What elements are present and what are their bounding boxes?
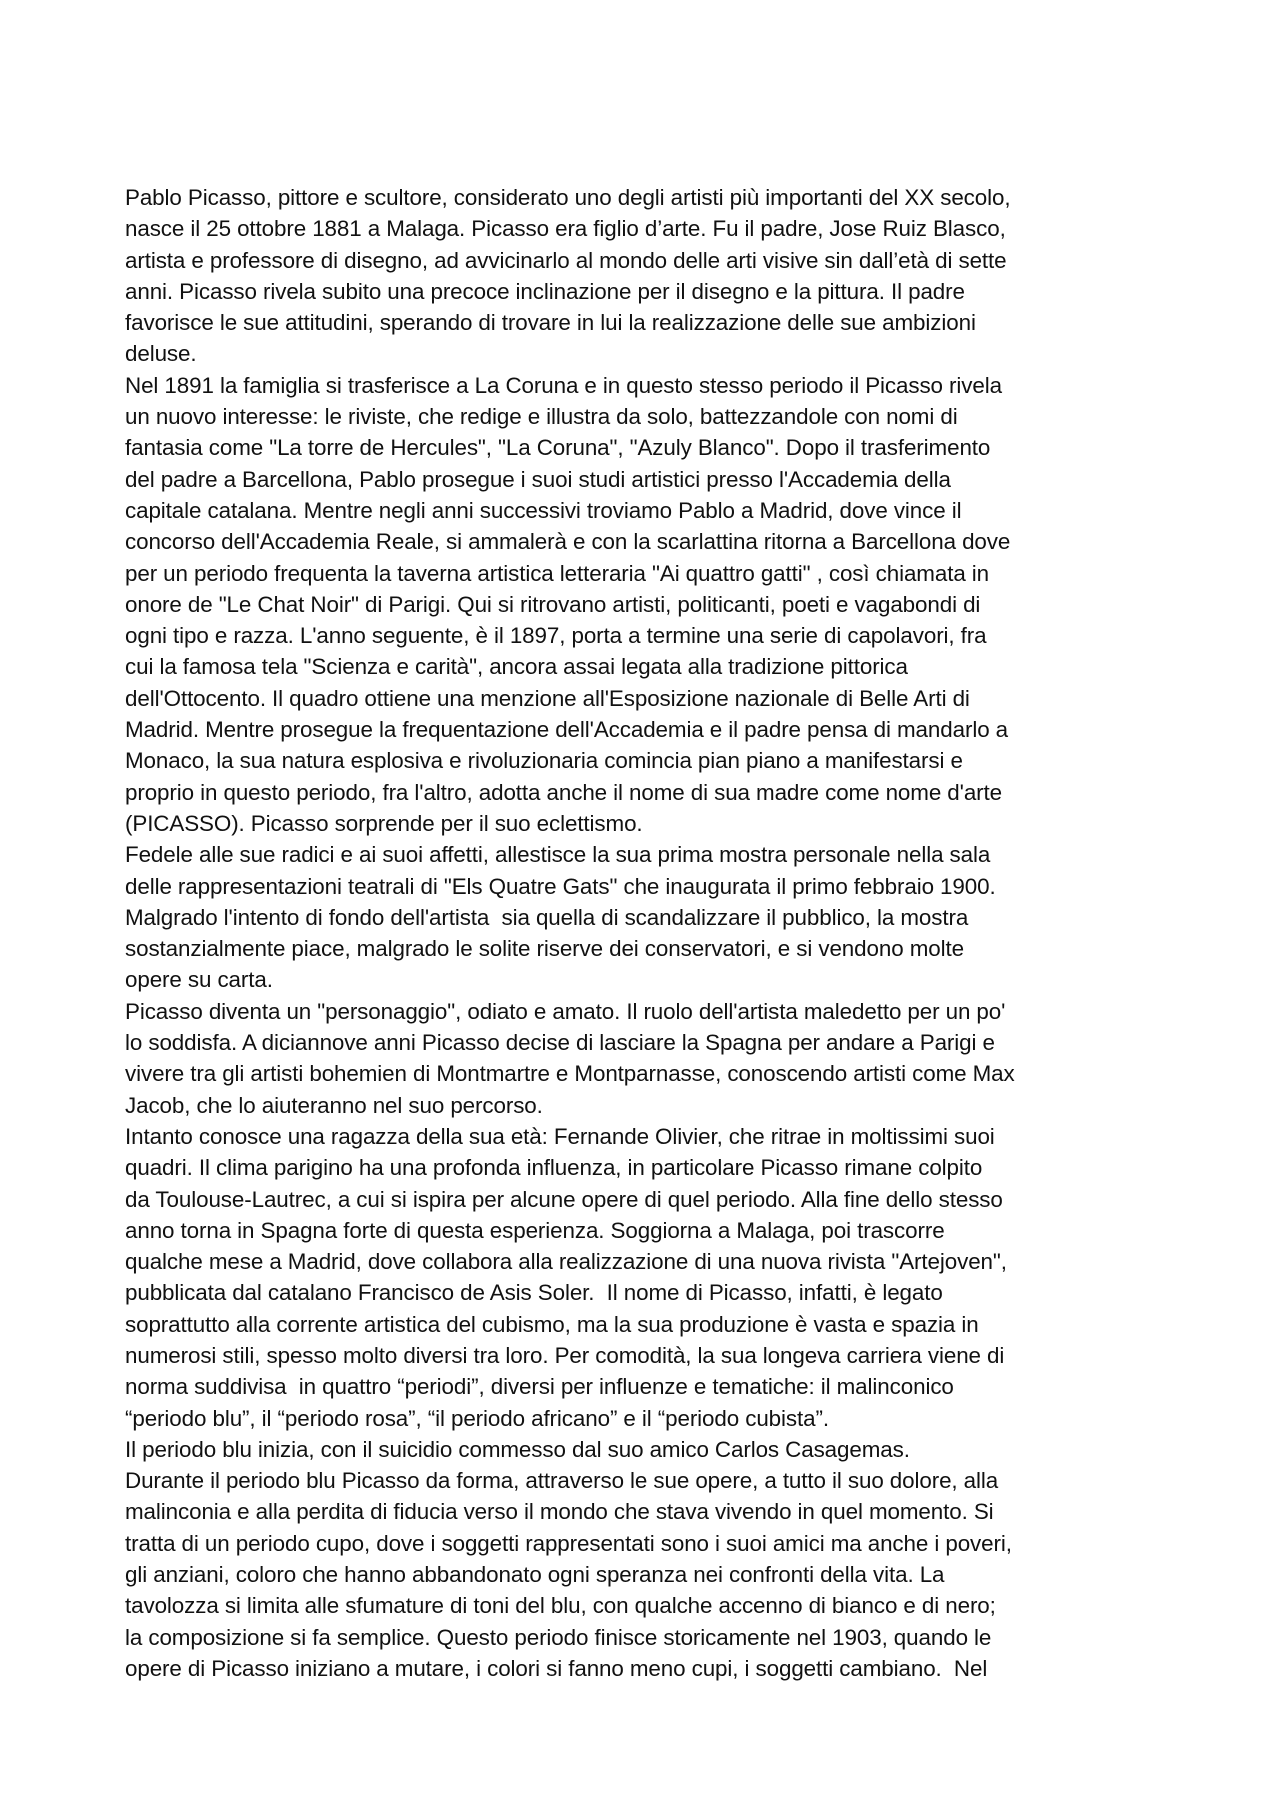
text-line: malinconia e alla perdita di fiducia verso il mondo che stava vivendo in quel momento. Si	[125, 1499, 994, 1525]
text-line: Intanto conosce una ragazza della sua età: Fernande Olivier, che ritrae in moltissimi suoi	[125, 1123, 995, 1149]
text-line: ogni tipo e razza. L'anno seguente, è il 1897, porta a termine una serie di capolavori, fra	[125, 623, 987, 649]
text-line: da Toulouse-Lautrec, a cui si ispira per alcune opere di quel periodo. Alla fine dello stesso	[125, 1186, 1003, 1212]
text-line: numerosi stili, spesso molto diversi tra loro. Per comodità, la sua longeva carriera viene di	[125, 1342, 1005, 1368]
text-line: tavolozza si limita alle sfumature di toni del blu, con qualche accenno di bianco e di nero;	[125, 1593, 996, 1619]
text-line: Madrid. Mentre prosegue la frequentazione dell'Accademia e il padre pensa di mandarlo a	[125, 717, 1009, 743]
text-line: Jacob, che lo aiuteranno nel suo percorso.	[125, 1092, 543, 1118]
text-line: Fedele alle sue radici e ai suoi affetti, allestisce la sua prima mostra personale nella sala	[125, 842, 991, 868]
text-line: deluse.	[125, 341, 197, 367]
paragraph	[125, 839, 1235, 995]
text-line: del padre a Barcellona, Pablo prosegue i suoi studi artistici presso l'Accademia della	[125, 466, 951, 492]
text-line: nasce il 25 ottobre 1881 a Malaga. Picasso era figlio d’arte. Fu il padre, Jose Ruiz Blasco,	[125, 216, 1006, 242]
text-line: Malgrado l'intento di fondo dell'artista sia quella di scandalizzare il pubblico, la mostra	[125, 904, 969, 930]
text-line: opere di Picasso iniziano a mutare, i colori si fanno meno cupi, i soggetti cambiano. Nel	[125, 1655, 988, 1681]
text-line: Durante il periodo blu Picasso da forma, attraverso le sue opere, a tutto il suo dolore, alla	[125, 1468, 999, 1494]
text-line: Monaco, la sua natura esplosiva e rivoluzionaria comincia pian piano a manifestarsi e	[125, 748, 963, 774]
text-line: favorisce le sue attitudini, sperando di trovare in lui la realizzazione delle sue ambizioni	[125, 310, 976, 336]
text-line: Il periodo blu inizia, con il suicidio commesso dal suo amico Carlos Casagemas.	[125, 1436, 910, 1462]
text-line: concorso dell'Accademia Reale, si ammalerà e con la scarlattina ritorna a Barcellona dove	[125, 529, 1011, 555]
text-line: dell'Ottocento. Il quadro ottiene una menzione all'Esposizione nazionale di Belle Arti di	[125, 685, 970, 711]
text-line: norma suddivisa in quattro “periodi”, diversi per influenze e tematiche: il malinconico	[125, 1374, 954, 1400]
text-line: soprattutto alla corrente artistica del cubismo, ma la sua produzione è vasta e spazia in	[125, 1311, 979, 1337]
paragraph	[125, 182, 1235, 370]
text-line: Picasso diventa un "personaggio", odiato e amato. Il ruolo dell'artista maledetto per un po'	[125, 998, 1006, 1024]
text-line: per un periodo frequenta la taverna artistica letteraria "Ai quattro gatti" , così chiamata in	[125, 560, 990, 586]
text-line: un nuovo interesse: le riviste, che redige e illustra da solo, battezzandole con nomi di	[125, 404, 958, 430]
text-line: opere su carta.	[125, 967, 273, 993]
text-line: quadri. Il clima parigino ha una profonda influenza, in particolare Picasso rimane colpito	[125, 1155, 983, 1181]
text-line: delle rappresentazioni teatrali di "Els Quatre Gats" che inaugurata il primo febbraio 1900.	[125, 873, 996, 899]
text-line: anni. Picasso rivela subito una precoce inclinazione per il disegno e la pittura. Il padre	[125, 278, 965, 304]
text-line: pubblicata dal catalano Francisco de Asis Soler. Il nome di Picasso, infatti, è legato	[125, 1280, 943, 1306]
text-line: artista e professore di disegno, ad avvicinarlo al mondo delle arti visive sin dall’età di sette	[125, 247, 1007, 273]
text-line: Nel 1891 la famiglia si trasferisce a La Coruna e in questo stesso periodo il Picasso rivela	[125, 372, 1002, 398]
text-line: sostanzialmente piace, malgrado le solite riserve dei conservatori, e si vendono molte	[125, 936, 964, 962]
text-line: lo soddisfa. A diciannove anni Picasso decise di lasciare la Spagna per andare a Parigi e	[125, 1030, 995, 1056]
text-line: Pablo Picasso, pittore e scultore, considerato uno degli artisti più importanti del XX secolo,	[125, 185, 1011, 210]
paragraph	[125, 1465, 1235, 1684]
paragraph	[125, 996, 1235, 1121]
paragraph	[125, 1121, 1235, 1434]
paragraph	[125, 370, 1235, 839]
text-line: qualche mese a Madrid, dove collabora alla realizzazione di una nuova rivista "Artejoven",	[125, 1249, 1007, 1275]
text-line: tratta di un periodo cupo, dove i soggetti rappresentati sono i suoi amici ma anche i poveri,	[125, 1530, 1012, 1556]
paragraph	[125, 1434, 1235, 1465]
text-line: (PICASSO). Picasso sorprende per il suo eclettismo.	[125, 810, 643, 836]
text-line: proprio in questo periodo, fra l'altro, adotta anche il nome di sua madre come nome d'arte	[125, 779, 1003, 805]
text-line: cui la famosa tela "Scienza e carità", ancora assai legata alla tradizione pittorica	[125, 654, 908, 680]
text-line: capitale catalana. Mentre negli anni successivi troviamo Pablo a Madrid, dove vince il	[125, 497, 962, 523]
text-line: “periodo blu”, il “periodo rosa”, “il periodo africano” e il “periodo cubista”.	[125, 1405, 829, 1431]
document-body	[125, 182, 1235, 1684]
text-line: gli anziani, coloro che hanno abbandonato ogni speranza nei confronti della vita. La	[125, 1562, 945, 1588]
text-line: onore de "Le Chat Noir" di Parigi. Qui si ritrovano artisti, politicanti, poeti e vagabondi di	[125, 591, 981, 617]
text-line: fantasia come "La torre de Hercules", "La Coruna", "Azuly Blanco". Dopo il trasferimento	[125, 435, 991, 461]
text-line: anno torna in Spagna forte di questa esperienza. Soggiorna a Malaga, poi trascorre	[125, 1217, 945, 1243]
text-line: vivere tra gli artisti bohemien di Montmartre e Montparnasse, conoscendo artisti come Max	[125, 1061, 1015, 1087]
text-line: la composizione si fa semplice. Questo periodo finisce storicamente nel 1903, quando le	[125, 1624, 992, 1650]
